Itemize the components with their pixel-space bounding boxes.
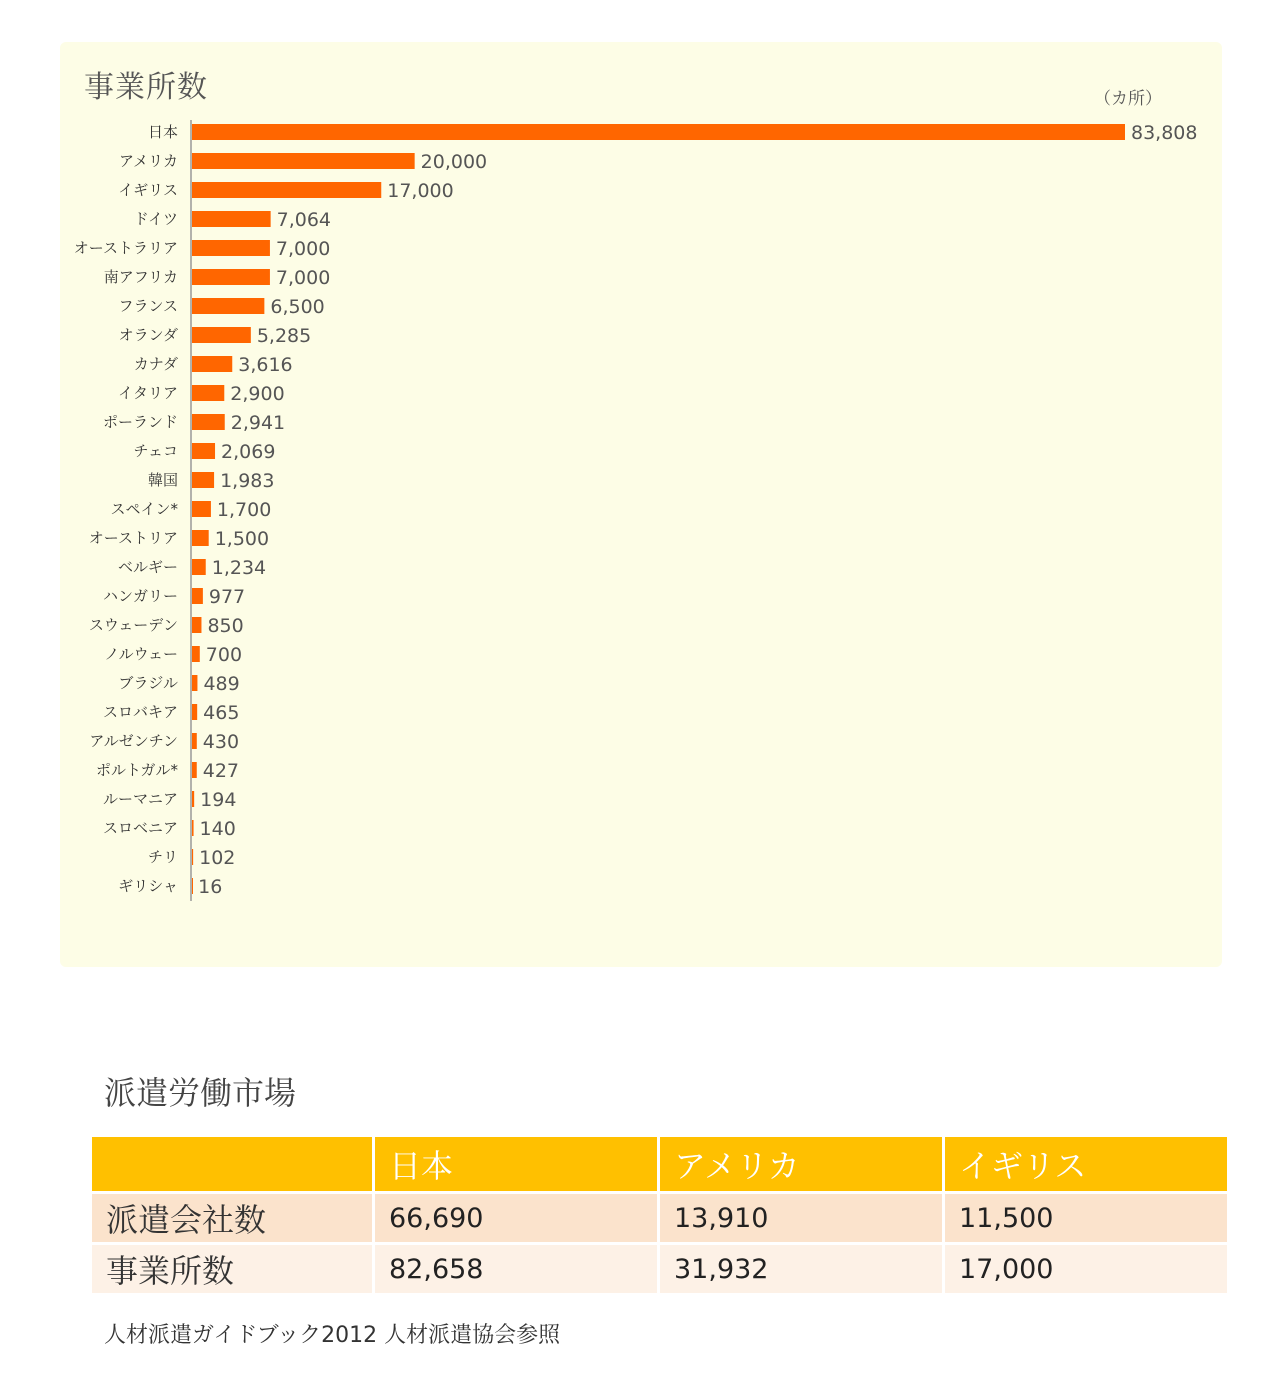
value-label: 427: [202, 760, 240, 782]
category-label: アメリカ: [119, 152, 178, 170]
category-label: スロベニア: [102, 819, 178, 837]
bar: [192, 298, 264, 314]
value-label: 7,000: [275, 238, 331, 260]
bar: [192, 240, 270, 256]
bar: [192, 588, 203, 604]
table-cell: 13,910: [660, 1194, 942, 1242]
bar: [192, 733, 197, 749]
bar: [192, 472, 214, 488]
category-label: ルーマニア: [102, 790, 178, 808]
bar: [192, 327, 251, 343]
bar: [192, 820, 194, 836]
table-header-cell: [92, 1137, 372, 1191]
bar: [192, 646, 200, 662]
category-label: 南アフリカ: [103, 268, 178, 286]
market-table: [89, 1134, 1230, 1296]
bar: [192, 704, 197, 720]
category-label: オランダ: [118, 326, 178, 344]
bar: [192, 530, 209, 546]
category-label: スペイン*: [110, 500, 178, 518]
table-cell: 66,690: [375, 1194, 657, 1242]
category-label: イタリア: [117, 384, 178, 402]
bar: [192, 617, 201, 633]
value-label: 16: [198, 876, 223, 898]
value-label: 2,069: [221, 441, 276, 463]
bar: [192, 211, 271, 227]
value-label: 1,500: [214, 528, 270, 550]
bar: [192, 443, 215, 459]
bar: [192, 269, 270, 285]
value-label: 2,941: [230, 412, 286, 434]
bar: [192, 559, 206, 575]
value-label: 3,616: [238, 354, 293, 376]
value-label: 194: [200, 789, 237, 811]
category-label: スウェーデン: [88, 616, 178, 634]
category-label: ギリシャ: [118, 877, 178, 895]
table-cell: 17,000: [945, 1245, 1227, 1293]
table-cell: 82,658: [375, 1245, 657, 1293]
category-label: 韓国: [147, 471, 178, 489]
value-label: 7,000: [275, 267, 331, 289]
category-label: ノルウェー: [104, 645, 178, 663]
category-label: スロバキア: [102, 703, 178, 721]
category-label: ハンガリー: [102, 587, 178, 605]
value-label: 83,808: [1131, 122, 1198, 144]
bar: [192, 153, 415, 169]
source-note: 人材派遣ガイドブック2012 人材派遣協会参照: [104, 1323, 561, 1348]
table-row: [92, 1194, 1227, 1242]
category-label: オーストリア: [88, 529, 178, 547]
value-label: 17,000: [387, 180, 454, 202]
value-label: 140: [199, 818, 236, 840]
table-header-cell: 日本: [375, 1137, 657, 1191]
category-label: フランス: [118, 297, 178, 315]
value-label: 1,700: [216, 499, 272, 521]
value-label: 102: [199, 847, 236, 869]
category-label: ポルトガル*: [95, 761, 178, 779]
table-row-label: 事業所数: [92, 1245, 372, 1293]
category-label: ポーランド: [102, 413, 178, 431]
category-label: アルゼンチン: [89, 732, 178, 750]
table-header-row: [92, 1137, 1227, 1191]
bar: [192, 385, 224, 401]
bar: [192, 762, 197, 778]
value-label: 20,000: [420, 151, 488, 173]
category-label: オーストラリア: [73, 239, 178, 257]
chart-unit-label: （カ所）: [1094, 89, 1162, 109]
table-header-cell: アメリカ: [660, 1137, 942, 1191]
value-label: 977: [208, 586, 246, 608]
value-label: 1,234: [211, 557, 267, 579]
bar: [192, 675, 197, 691]
bar: [192, 124, 1125, 140]
bar: [192, 849, 193, 865]
value-label: 5,285: [256, 325, 312, 347]
category-label: ブラジル: [118, 674, 178, 692]
value-label: 700: [205, 644, 243, 666]
value-label: 2,900: [230, 383, 285, 405]
value-label: 430: [202, 731, 240, 753]
table-row: [92, 1245, 1227, 1293]
value-label: 7,064: [276, 209, 332, 231]
value-label: 1,983: [220, 470, 275, 492]
table-header-cell: イギリス: [945, 1137, 1227, 1191]
table-cell: 31,932: [660, 1245, 942, 1293]
chart-title: 事業所数: [84, 70, 208, 105]
category-label: チリ: [147, 848, 178, 866]
bar: [192, 878, 193, 894]
bar: [192, 182, 381, 198]
category-label: カナダ: [133, 355, 178, 373]
bar: [192, 356, 232, 372]
category-label: ドイツ: [133, 210, 178, 228]
category-label: イギリス: [118, 181, 178, 199]
table-row-label: 派遣会社数: [92, 1194, 372, 1242]
category-label: ベルギー: [117, 558, 178, 576]
value-label: 6,500: [270, 296, 325, 318]
category-label: チェコ: [133, 442, 178, 460]
bar: [192, 414, 225, 430]
bar: [192, 791, 194, 807]
category-label: 日本: [147, 123, 178, 141]
bar: [192, 501, 211, 517]
table-cell: 11,500: [945, 1194, 1227, 1242]
value-label: 489: [203, 673, 240, 695]
value-label: 465: [203, 702, 240, 724]
value-label: 850: [207, 615, 244, 637]
table-title: 派遣労働市場: [104, 1074, 297, 1112]
